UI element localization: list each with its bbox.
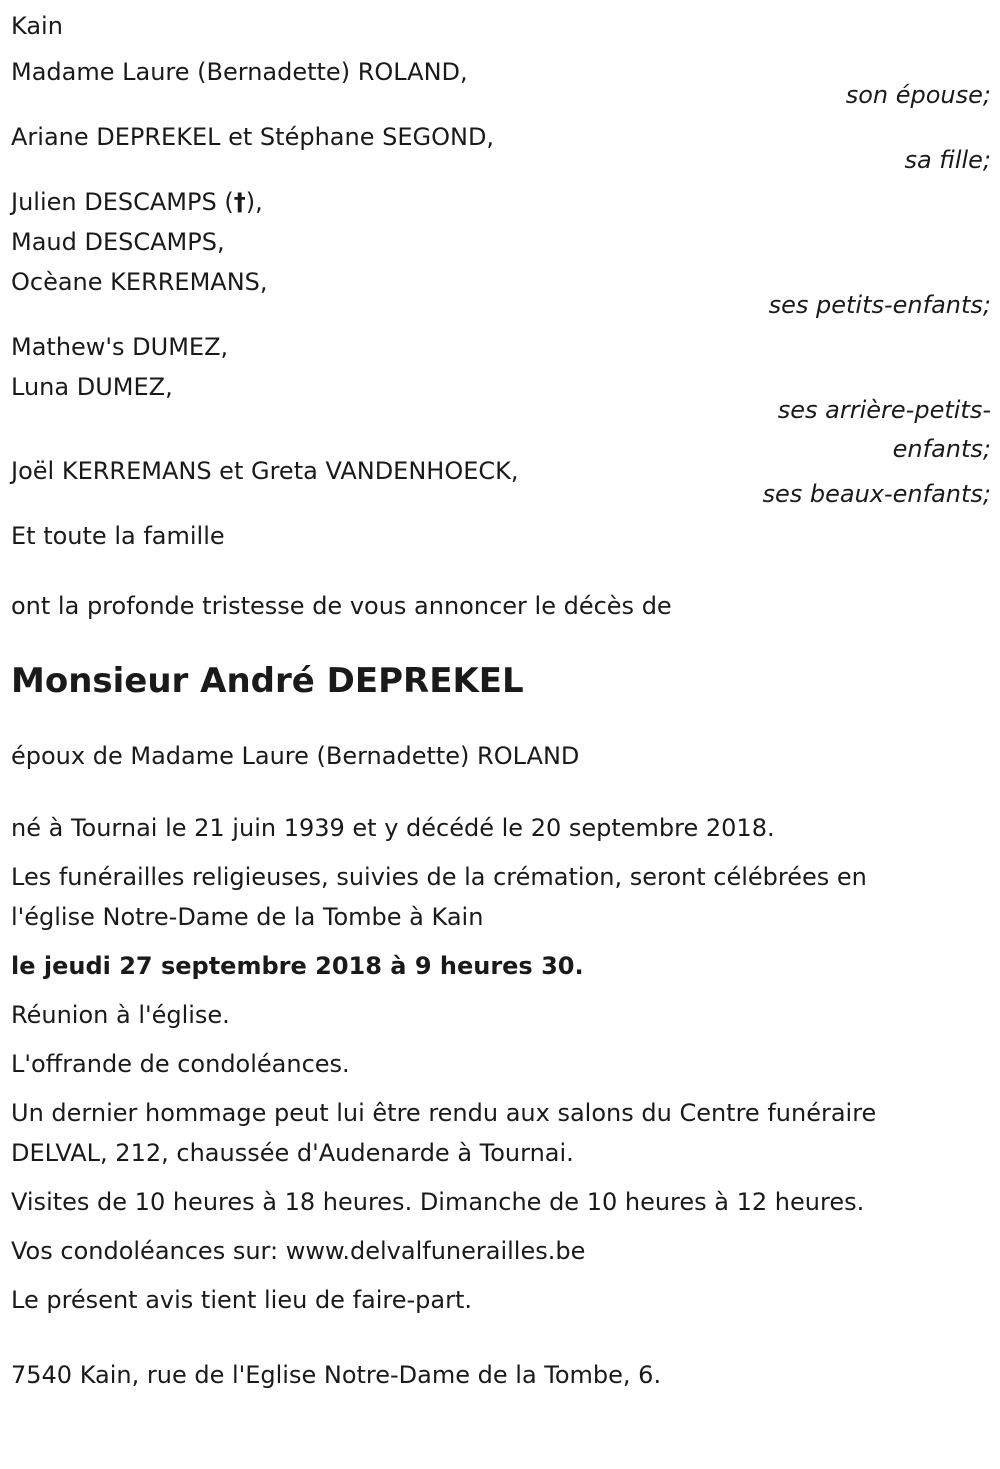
relation-label: ses arrière-petits- — [777, 396, 991, 424]
family-group-grandchildren — [11, 182, 991, 325]
family-group-spouse — [11, 52, 991, 115]
family-name: Madame Laure (Bernadette) ROLAND, — [11, 58, 468, 86]
family-name: Joël KERREMANS et Greta VANDENHOECK, — [11, 457, 519, 485]
relation-label: ses beaux-enfants; — [762, 480, 991, 508]
condolence-offering: L'offrande de condoléances. — [11, 1050, 350, 1078]
announcement-text: ont la profonde tristesse de vous annoncer le décès de — [11, 592, 672, 620]
notice-line: Le présent avis tient lieu de faire-part. — [11, 1286, 473, 1314]
visits-line: Visites de 10 heures à 18 heures. Dimanche de 10 heures à 12 heures. — [11, 1188, 865, 1216]
deceased-name: Monsieur André DEPREKEL — [11, 661, 524, 701]
relation-label-continued: enfants; — [892, 435, 991, 463]
family-name: Ariane DEPREKEL et Stéphane SEGOND, — [11, 123, 495, 151]
funeral-paragraph: Les funérailles religieuses, suivies de la crémation, seront célébrées en l'église Notre-Dame de la Tombe à Kain — [11, 863, 867, 931]
closing-family: Et toute la famille — [11, 522, 225, 550]
family-group-in-laws — [11, 451, 991, 514]
relation-label: ses petits-enfants; — [768, 291, 991, 319]
meeting-line: Réunion à l'église. — [11, 1001, 230, 1029]
obituary-notice — [11, 6, 991, 1395]
spouse-line: époux de Madame Laure (Bernadette) ROLAND — [11, 742, 580, 770]
address-line: 7540 Kain, rue de l'Eglise Notre-Dame de la Tombe, 6. — [11, 1361, 662, 1389]
family-name: Ocèane KERREMANS, — [11, 268, 268, 296]
family-group-daughter — [11, 117, 991, 180]
relation-label: son épouse; — [845, 81, 991, 109]
family-name: Julien DESCAMPS (†), — [11, 188, 263, 216]
family-name: Mathew's DUMEZ, — [11, 333, 229, 361]
relation-label: sa fille; — [904, 146, 991, 174]
cross-icon: † — [233, 188, 246, 216]
tribute-paragraph: Un dernier hommage peut lui être rendu aux salons du Centre funéraire DELVAL, 212, chaussée d'Audenarde à Tournai. — [11, 1099, 877, 1167]
birth-death-line: né à Tournai le 21 juin 1939 et y décédé le 20 septembre 2018. — [11, 814, 775, 842]
family-group-great-grandchildren — [11, 327, 991, 469]
family-name: Maud DESCAMPS, — [11, 228, 225, 256]
family-name: Luna DUMEZ, — [11, 373, 173, 401]
funeral-date: le jeudi 27 septembre 2018 à 9 heures 30. — [11, 952, 584, 980]
condolences-online: Vos condoléances sur: www.delvalfunerailles.be — [11, 1237, 586, 1265]
location-header: Kain — [11, 12, 63, 40]
